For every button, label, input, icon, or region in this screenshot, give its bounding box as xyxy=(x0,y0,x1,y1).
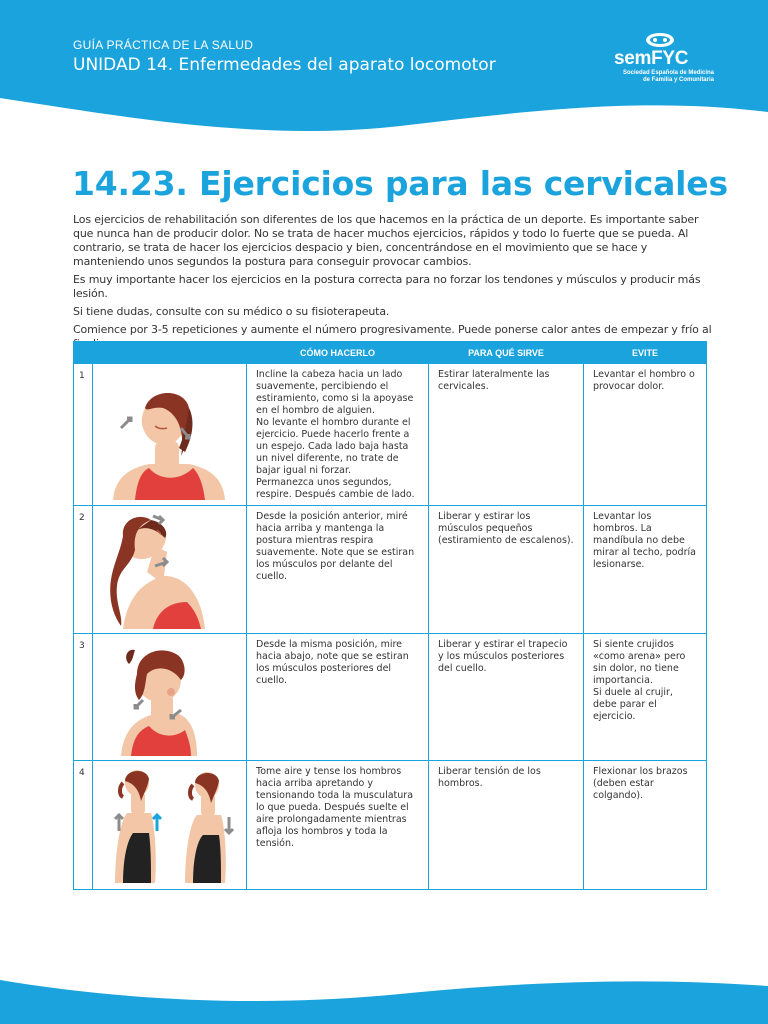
avoid-cell: Levantar el hombro o provocar dolor. xyxy=(584,364,707,506)
intro-paragraph: Si tiene dudas, consulte con su médico o su fisioterapeuta. xyxy=(73,305,390,318)
intro-paragraph: Es muy importante hacer los ejercicios en la postura correcta para no forzar los tendones y músculos y producir más lesión. xyxy=(73,273,701,300)
header-cell-how: CÓMO HACERLO xyxy=(247,342,429,364)
logo-name: semFYC xyxy=(614,48,689,69)
head-look-up-illustration xyxy=(93,506,247,629)
purpose-cell: Liberar y estirar el trapecio y los músculos posteriores del cuello. xyxy=(429,634,584,761)
page-title: 14.23. Ejercicios para las cervicales xyxy=(72,164,728,203)
header-kicker: GUÍA PRÁCTICA DE LA SALUD xyxy=(73,38,254,52)
shoulder-shrug-illustration xyxy=(93,761,247,885)
exercise-image-cell xyxy=(93,364,247,506)
exercise-image-cell xyxy=(93,506,247,634)
intro-text xyxy=(73,213,713,355)
header-cell-purpose: PARA QUÉ SIRVE xyxy=(429,342,584,364)
table-row xyxy=(74,634,707,761)
logo-subtitle-line-1: Sociedad Española de Medicina xyxy=(622,70,714,76)
header-cell-number xyxy=(74,342,93,364)
head-tilt-side-illustration xyxy=(93,364,247,500)
logo-subtitle-line-2: de Familia y Comunitaria xyxy=(642,77,714,83)
row-number: 2 xyxy=(74,506,93,634)
row-number: 4 xyxy=(74,761,93,890)
exercise-image-cell xyxy=(93,761,247,890)
exercise-table xyxy=(73,341,707,890)
table-row xyxy=(74,506,707,634)
purpose-cell: Estirar lateralmente las cervicales. xyxy=(429,364,584,506)
table-row xyxy=(74,364,707,506)
purpose-cell: Liberar tensión de los hombros. xyxy=(429,761,584,890)
purpose-cell: Liberar y estirar los músculos pequeños (estiramiento de escalenos). xyxy=(429,506,584,634)
head-look-down-illustration xyxy=(93,634,247,756)
row-number: 3 xyxy=(74,634,93,761)
how-cell: Desde la misma posición, mire hacia abajo, note que se estiran los músculos posteriores del cuello. xyxy=(247,634,429,761)
intro-paragraph: Comience por 3-5 repeticiones y aumente el número progresivamente. Puede ponerse calor antes de empezar y frío al xyxy=(73,323,712,336)
avoid-cell: Flexionar los brazos (deben estar colgando). xyxy=(584,761,707,890)
table-header-row xyxy=(74,342,707,364)
header-cell-image xyxy=(93,342,247,364)
header-cell-avoid: EVITE xyxy=(584,342,707,364)
avoid-cell: Si siente crujidos «como arena» pero sin dolor, no tiene importancia. Si duele al crujir, debe parar el ejercicio. xyxy=(584,634,707,761)
intro-paragraph: Los ejercicios de rehabilitación son diferentes de los que hacemos en la práctica de un deporte. Es importante saber que nunca han de producir dolor. No se trata de hacer muchos ejercicios, rápidos y todo lo fuerte que se pueda. Al contrario, se trata de hacer los ejercicios despacio y bien, concentrándose en el movimiento que se hace y manteniendo unos segundos la postura para conseguir provocar cambios. xyxy=(73,213,699,268)
row-number: 1 xyxy=(74,364,93,506)
exercise-image-cell xyxy=(93,634,247,761)
semfyc-logo xyxy=(606,30,716,90)
how-cell: Incline la cabeza hacia un lado suavemente, percibiendo el estiramiento, como si la apoyase en el hombro de alguien. No levante el hombro durante el ejercicio. Puede hacerlo frente a un espejo. Cada lado baja hasta un nivel diferente, no trate de bajar igual ni forzar. Permanezca unos segundos, respire. Después cambie de lado. xyxy=(247,364,429,506)
avoid-cell: Levantar los hombros. La mandíbula no debe mirar al techo, podría lesionarse. xyxy=(584,506,707,634)
logo-subtitle xyxy=(614,70,714,84)
how-cell: Desde la posición anterior, miré hacia arriba y mantenga la postura mientras respira suavemente. Note que se estiran los músculos por delante del cuello. xyxy=(247,506,429,634)
footer-wave-band xyxy=(0,960,768,1024)
header-unit-title: UNIDAD 14. Enfermedades del aparato locomotor xyxy=(73,55,496,75)
table-row xyxy=(74,761,707,890)
how-cell: Tome aire y tense los hombros hacia arriba apretando y tensionando toda la musculatura lo que pueda. Después suelte el aire prolongadamente mientras afloja los hombros y toda la tensión. xyxy=(247,761,429,890)
logo-emblem-icon xyxy=(640,30,680,50)
